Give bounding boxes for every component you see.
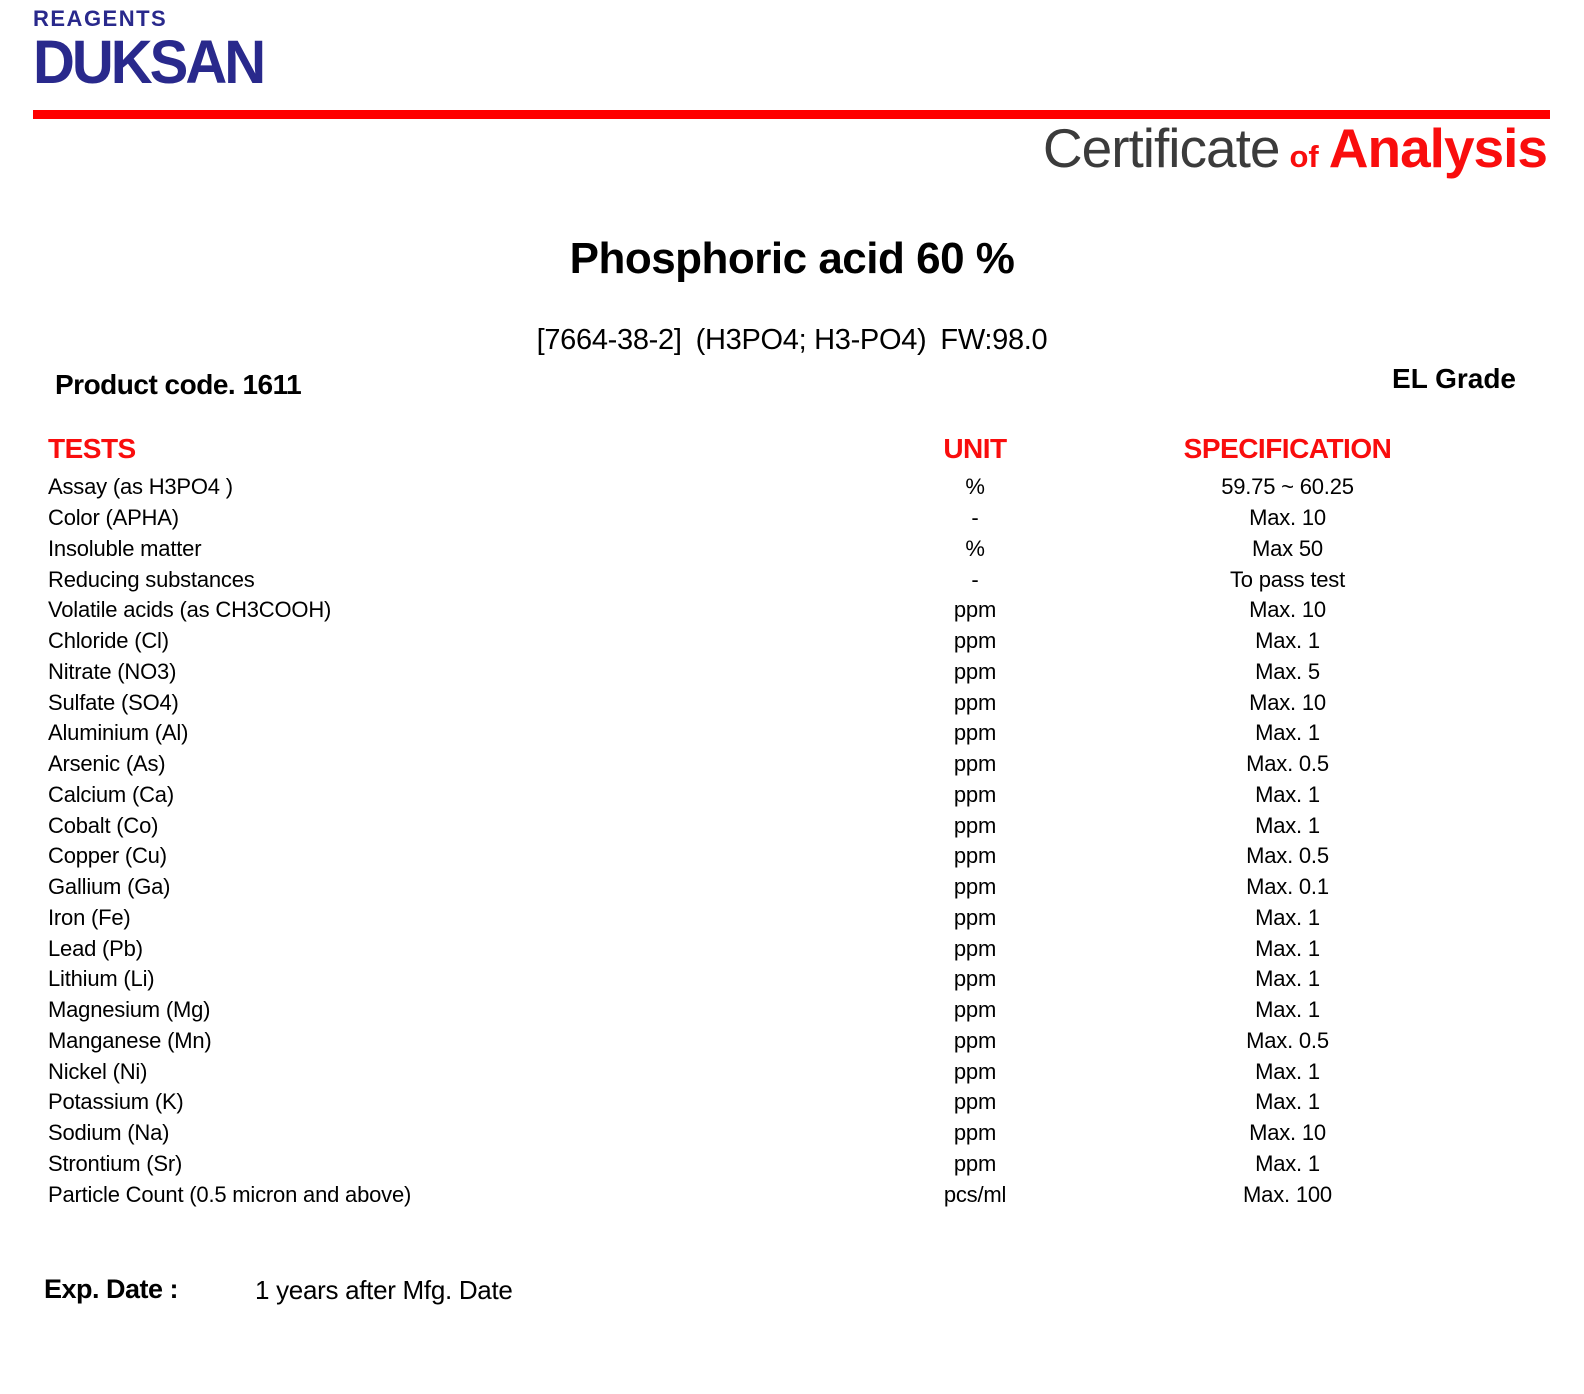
table-cell-test: Aluminium (Al) — [48, 720, 189, 746]
table-cell-unit: ppm — [953, 935, 997, 961]
table-cell-test: Gallium (Ga) — [48, 874, 171, 900]
table-cell-test: Assay (as H3PO4 ) — [48, 474, 233, 500]
table-row — [48, 718, 1520, 749]
table-cell-unit: % — [965, 535, 985, 561]
table-cell-spec: Max. 0.5 — [1246, 751, 1329, 777]
table-cell-test: Cobalt (Co) — [48, 812, 159, 838]
table-cell-spec: Max 50 — [1252, 535, 1323, 561]
table-cell-test: Volatile acids (as CH3COOH) — [48, 597, 332, 623]
table-row — [48, 626, 1520, 657]
table-cell-unit: ppm — [953, 1058, 997, 1084]
table-cell-spec: Max. 10 — [1249, 505, 1326, 531]
cas-number: [7664-38-2] — [536, 324, 682, 356]
table-cell-spec: Max. 10 — [1249, 689, 1326, 715]
table-cell-unit: ppm — [953, 843, 997, 869]
spec-table-header — [48, 433, 1520, 465]
table-cell-unit: ppm — [953, 1027, 997, 1053]
table-cell-test: Iron (Fe) — [48, 904, 131, 930]
table-row — [48, 872, 1520, 903]
table-cell-test: Reducing substances — [48, 566, 255, 592]
table-cell-unit: ppm — [953, 904, 997, 930]
table-row — [48, 564, 1520, 595]
header-unit: UNIT — [943, 433, 1007, 464]
table-cell-spec: 59.75 ~ 60.25 — [1221, 474, 1354, 500]
table-row — [48, 841, 1520, 872]
header-specification: SPECIFICATION — [1183, 433, 1392, 464]
product-code: Product code. 1611 — [55, 369, 302, 400]
product-subtitle — [0, 324, 1584, 357]
table-cell-spec: Max. 10 — [1249, 1120, 1326, 1146]
spec-table-body — [48, 472, 1520, 1210]
product-title: Phosphoric acid 60 % — [569, 234, 1015, 283]
table-row — [48, 933, 1520, 964]
table-cell-test: Color (APHA) — [48, 505, 179, 531]
table-row — [48, 749, 1520, 780]
chemical-formula: (H3PO4; H3-PO4) — [695, 324, 927, 356]
table-cell-unit: - — [971, 566, 979, 592]
table-cell-unit: % — [965, 474, 985, 500]
table-cell-test: Calcium (Ca) — [48, 781, 174, 807]
table-cell-spec: Max. 0.1 — [1246, 874, 1329, 900]
table-row — [48, 1026, 1520, 1057]
table-cell-test: Sulfate (SO4) — [48, 689, 179, 715]
table-row — [48, 995, 1520, 1026]
table-cell-test: Nitrate (NO3) — [48, 658, 177, 684]
table-cell-spec: Max. 1 — [1255, 997, 1320, 1023]
table-row — [48, 503, 1520, 534]
table-cell-test: Nickel (Ni) — [48, 1058, 148, 1084]
table-cell-unit: ppm — [953, 812, 997, 838]
table-cell-test: Lithium (Li) — [48, 966, 155, 992]
table-cell-test: Insoluble matter — [48, 535, 202, 561]
table-cell-spec: Max. 0.5 — [1246, 843, 1329, 869]
table-cell-test: Copper (Cu) — [48, 843, 167, 869]
coa-word-of: of — [1289, 139, 1319, 174]
table-row — [48, 903, 1520, 934]
exp-date-label: Exp. Date : — [44, 1274, 179, 1304]
header-tests: TESTS — [48, 433, 136, 464]
table-cell-spec: Max. 1 — [1255, 904, 1320, 930]
table-cell-spec: Max. 1 — [1255, 1058, 1320, 1084]
table-row — [48, 534, 1520, 565]
table-cell-unit: ppm — [953, 966, 997, 992]
table-cell-unit: pcs/ml — [943, 1181, 1007, 1207]
table-cell-test: Arsenic (As) — [48, 751, 166, 777]
table-row — [48, 964, 1520, 995]
table-cell-test: Sodium (Na) — [48, 1120, 170, 1146]
table-cell-spec: To pass test — [1230, 566, 1345, 592]
table-cell-spec: Max. 1 — [1255, 1089, 1320, 1115]
table-cell-test: Strontium (Sr) — [48, 1150, 183, 1176]
table-cell-test: Particle Count (0.5 micron and above) — [48, 1181, 412, 1207]
table-row — [48, 1179, 1520, 1210]
table-cell-spec: Max. 1 — [1255, 628, 1320, 654]
table-cell-spec: Max. 1 — [1255, 812, 1320, 838]
header-red-rule — [33, 110, 1550, 119]
table-row — [48, 780, 1520, 811]
table-row — [48, 1087, 1520, 1118]
table-cell-spec: Max. 0.5 — [1246, 1027, 1329, 1053]
table-row — [48, 1118, 1520, 1149]
table-cell-unit: ppm — [953, 1120, 997, 1146]
table-cell-unit: ppm — [953, 1150, 997, 1176]
table-cell-test: Manganese (Mn) — [48, 1027, 212, 1053]
table-cell-spec: Max. 1 — [1255, 720, 1320, 746]
table-row — [48, 472, 1520, 503]
table-cell-test: Lead (Pb) — [48, 935, 143, 961]
exp-date-value: 1 years after Mfg. Date — [255, 1275, 513, 1305]
coa-word-analysis: Analysis — [1328, 117, 1547, 179]
table-cell-unit: ppm — [953, 658, 997, 684]
table-cell-unit: ppm — [953, 751, 997, 777]
table-cell-spec: Max. 1 — [1255, 1150, 1320, 1176]
duksan-logo — [33, 6, 264, 97]
logo-duksan-text: DUKSAN — [33, 27, 264, 97]
table-row — [48, 1149, 1520, 1180]
table-cell-spec: Max. 1 — [1255, 966, 1320, 992]
table-cell-unit: ppm — [953, 689, 997, 715]
table-row — [48, 810, 1520, 841]
table-cell-unit: ppm — [953, 597, 997, 623]
table-cell-unit: ppm — [953, 997, 997, 1023]
table-cell-unit: ppm — [953, 628, 997, 654]
table-cell-unit: ppm — [953, 781, 997, 807]
coa-word-certificate: Certificate — [1042, 117, 1280, 179]
table-cell-unit: ppm — [953, 720, 997, 746]
table-cell-test: Chloride (Cl) — [48, 628, 169, 654]
table-cell-test: Magnesium (Mg) — [48, 997, 211, 1023]
table-cell-unit: - — [971, 505, 979, 531]
table-cell-test: Potassium (K) — [48, 1089, 184, 1115]
table-cell-unit: ppm — [953, 874, 997, 900]
formula-weight: FW:98.0 — [940, 324, 1048, 356]
table-cell-spec: Max. 1 — [1255, 781, 1320, 807]
table-row — [48, 657, 1520, 688]
table-cell-spec: Max. 1 — [1255, 935, 1320, 961]
table-row — [48, 687, 1520, 718]
table-cell-spec: Max. 10 — [1249, 597, 1326, 623]
table-row — [48, 595, 1520, 626]
table-cell-spec: Max. 100 — [1243, 1181, 1332, 1207]
certificate-of-analysis-heading — [1042, 117, 1547, 179]
table-cell-unit: ppm — [953, 1089, 997, 1115]
table-row — [48, 1056, 1520, 1087]
grade-label: EL Grade — [1392, 363, 1516, 394]
logo-reagents-text: REAGENTS — [33, 6, 168, 31]
table-cell-spec: Max. 5 — [1255, 658, 1320, 684]
